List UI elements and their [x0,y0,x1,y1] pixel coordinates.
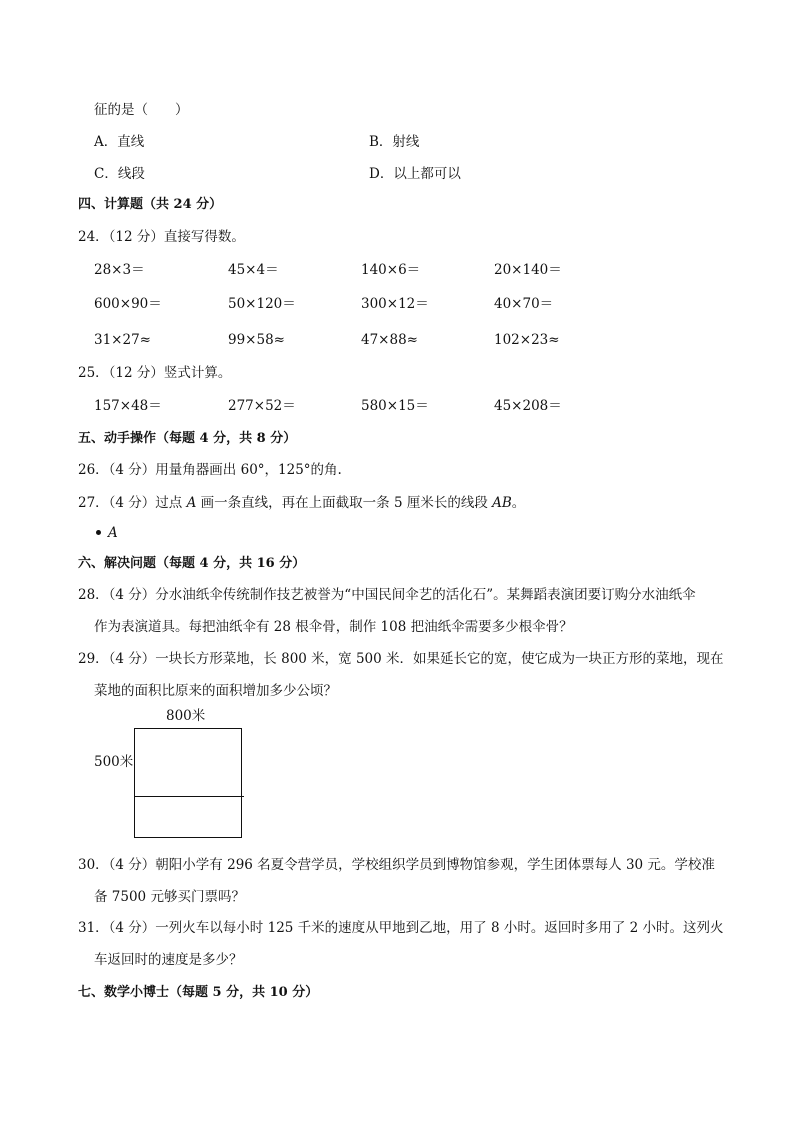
q29-line1: 29．（4 分）一块长方形菜地，长 800 米，宽 500 米．如果延长它的宽，使它成为一块正方形的菜地，现在 [78,651,724,667]
section-5-title: 五、动手操作（每题 4 分，共 8 分） [78,431,297,446]
q24-item: 40×70＝ [494,296,554,312]
point-a-label: A [186,495,197,511]
q30-line2: 备 7500 元够买门票吗？ [94,889,245,905]
q30-line1: 30．（4 分）朝阳小学有 296 名夏令营学员，学校组织学员到博物馆参观，学生团体票每人 30 元。学校准 [78,857,715,873]
section-6-title: 六、解决问题（每题 4 分，共 16 分） [78,556,306,571]
q25-item: 157×48＝ [94,398,162,414]
square-field-figure [134,728,242,838]
q31-line2: 车返回时的速度是多少？ [94,952,243,968]
segment-ab-label: AB [492,495,512,511]
q25-item: 580×15＝ [361,398,429,414]
q24-item: 31×27≈ [94,332,151,348]
point-a-dot-label: A [108,525,118,541]
q23-option-d: D．以上都可以 [369,166,461,182]
section-4-title: 四、计算题（共 24 分） [78,197,223,212]
q25-item: 277×52＝ [228,398,296,414]
q24-item: 28×3＝ [94,262,145,278]
q24-item: 50×120＝ [228,296,296,312]
q24-item: 99×58≈ [228,332,285,348]
q26-prompt: 26．（4 分）用量角器画出 60°，125°的角. [78,462,342,478]
figure-length-label: 800米 [166,708,206,724]
q28-line2: 作为表演道具。每把油纸伞有 28 根伞骨，制作 108 把油纸伞需要多少根伞骨？ [94,619,573,635]
section-7-title: 七、数学小博士（每题 5 分，共 10 分） [78,985,319,1000]
q29-line2: 菜地的面积比原来的面积增加多少公顷？ [94,683,337,699]
q25-item: 45×208＝ [494,398,562,414]
q24-item: 300×12＝ [361,296,429,312]
q24-item: 20×140＝ [494,262,562,278]
q27-prompt: 27．（4 分）过点 A 画一条直线，再在上面截取一条 5 厘米长的线段 AB。 [78,495,526,511]
point-a-dot [96,530,101,535]
q31-line1: 31．（4 分）一列火车以每小时 125 千米的速度从甲地到乙地，用了 8 小时。返回时多用了 2 小时。这列火 [78,920,724,936]
q24-item: 47×88≈ [361,332,418,348]
q28-line1: 28．（4 分）分水油纸伞传统制作技艺被誉为“中国民间伞艺的活化石”。某舞蹈表演团要订购分水油纸伞 [78,587,696,603]
original-field-divider [134,796,244,797]
q23-option-a: A．直线 [94,134,145,150]
q23-option-b: B．射线 [369,134,420,150]
q25-prompt: 25．（12 分）竖式计算。 [78,365,232,381]
q23-option-c: C．线段 [94,166,145,182]
q24-prompt: 24．（12 分）直接写得数。 [78,229,245,245]
q24-item: 600×90＝ [94,296,162,312]
figure-width-label: 500米 [94,754,134,770]
q23-tail: 征的是（ ） [94,102,189,118]
q24-item: 45×4＝ [228,262,279,278]
q24-item: 140×6＝ [361,262,421,278]
q24-item: 102×23≈ [494,332,560,348]
